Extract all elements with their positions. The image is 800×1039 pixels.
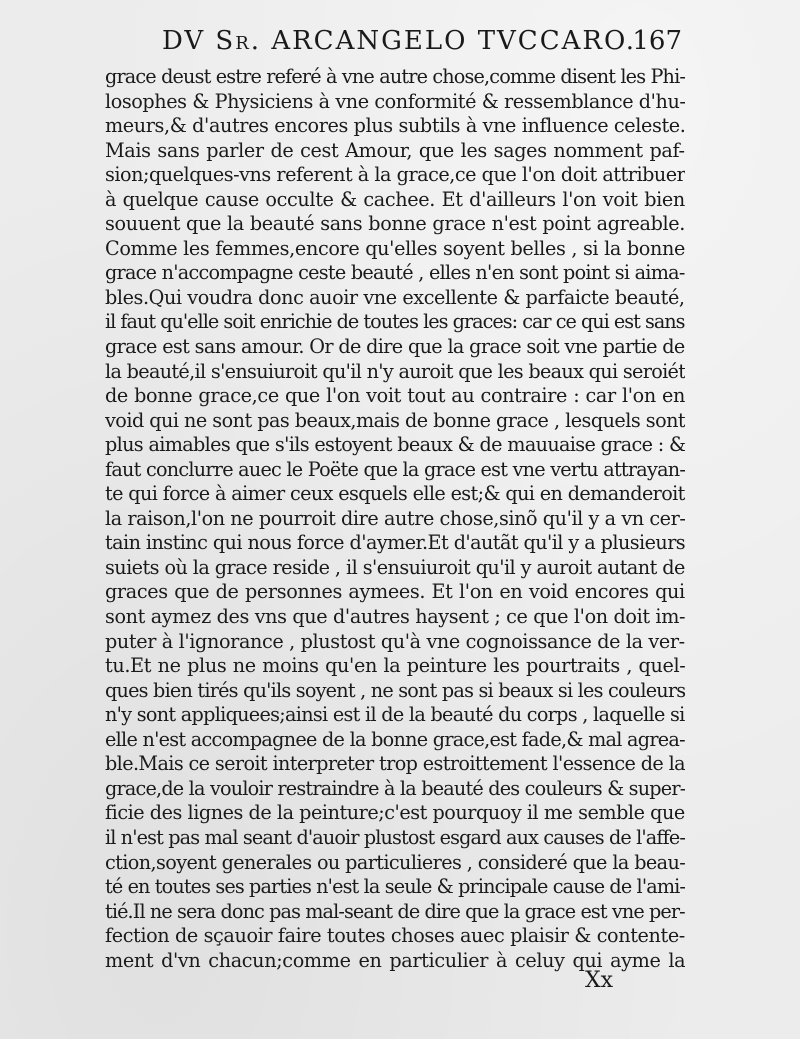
text-line: te qui force à aimer ceux esquels elle est;& qui en demanderoit	[105, 482, 685, 506]
text-line: suiets où la grace reside , il s'ensuiuroit qu'il y auroit autant de	[105, 555, 685, 579]
text-line: grace,de la vouloir restraindre à la beauté des couleurs & super-	[105, 776, 685, 800]
text-line: grace n'accompagne ceste beauté , elles n'en sont point si aima-	[105, 261, 685, 285]
text-line: bles.Qui voudra donc auoir vne excellente & parfaicte beauté,	[105, 285, 685, 309]
text-line: plus aimables que s'ils estoyent beaux & de mauuaise grace : &	[105, 433, 685, 457]
text-line: graces que de personnes aymees. Et l'on en void encores qui	[105, 580, 685, 604]
text-line: tié.Il ne sera donc pas mal-seant de dire que la grace est vne per-	[105, 899, 685, 923]
text-line: la raison,l'on ne pourroit dire autre chose,sinõ qu'il y a vn cer-	[105, 506, 685, 530]
text-line: tu.Et ne plus ne moins qu'en la peinture les pourtraits , quel-	[105, 654, 685, 678]
text-line: losophes & Physiciens à vne conformité & ressemblance d'hu-	[105, 89, 685, 113]
text-line: elle n'est accompagnee de la bonne grace,est fade,& mal agrea-	[105, 727, 685, 751]
text-line: ficie des lignes de la peinture;c'est pourquoy il me semble que	[105, 801, 685, 825]
text-line: meurs,& d'autres encores plus subtils à vne influence celeste.	[105, 114, 685, 138]
text-line: il faut qu'elle soit enrichie de toutes les graces: car ce qui est sans	[105, 310, 685, 334]
text-line: faut conclurre auec le Poëte que la grace est vne vertu attrayan-	[105, 457, 685, 481]
text-line: void qui ne sont pas beaux,mais de bonne grace , lesquels sont	[105, 408, 685, 432]
text-line: la beauté,il s'ensuiuroit qu'il n'y auroit que les beaux qui seroiét	[105, 359, 685, 383]
page-header	[162, 26, 682, 62]
text-line: grace est sans amour. Or de dire que la grace soit vne partie de	[105, 335, 685, 359]
text-line: n'y sont appliquees;ainsi est il de la beauté du corps , laquelle si	[105, 703, 685, 727]
text-line: ques bien tirés qu'ils soyent , ne sont pas si beaux si les couleurs	[105, 678, 685, 702]
text-line: Comme les femmes,encore qu'elles soyent belles , si la bonne	[105, 236, 685, 260]
text-line: té en toutes ses parties n'est la seule & principale cause de l'ami-	[105, 875, 685, 899]
text-line: de bonne grace,ce que l'on voit tout au contraire : car l'on en	[105, 384, 685, 408]
text-line: ble.Mais ce seroit interpreter trop estroittement l'essence de la	[105, 752, 685, 776]
text-line: il n'est pas mal seant d'auoir plustost esgard aux causes de l'affe-	[105, 825, 685, 849]
body-text	[105, 65, 685, 973]
text-line: Mais sans parler de cest Amour, que les sages nomment paf-	[105, 138, 685, 162]
text-line: ment d'vn chacun;comme en particulier à celuy qui ayme la	[105, 948, 685, 972]
text-line: fection de sçauoir faire toutes choses auec plaisir & contente-	[105, 924, 685, 948]
text-line: grace deust estre referé à vne autre chose,comme disent les Phi-	[105, 65, 685, 88]
running-head: DV Sr. ARCANGELO TVCCARO.	[162, 26, 637, 56]
text-line: sion;quelques-vns referent à la grace,ce que l'on doit attribuer	[105, 163, 685, 187]
catchword: Xx	[585, 968, 614, 993]
text-line: ction,soyent generales ou particulieres , consideré que la beau-	[105, 850, 685, 874]
text-line: sont aymez des vns que d'autres haysent ; ce que l'on doit im-	[105, 605, 685, 629]
text-line: puter à l'ignorance , plustost qu'à vne cognoissance de la ver-	[105, 629, 685, 653]
page-number: 167	[632, 26, 682, 56]
text-line: tain instinc qui nous force d'aymer.Et d'autãt qu'il y a plusieurs	[105, 531, 685, 555]
text-line: souuent que la beauté sans bonne grace n'est point agreable.	[105, 212, 685, 236]
text-line: à quelque cause occulte & cachee. Et d'ailleurs l'on voit bien	[105, 187, 685, 211]
